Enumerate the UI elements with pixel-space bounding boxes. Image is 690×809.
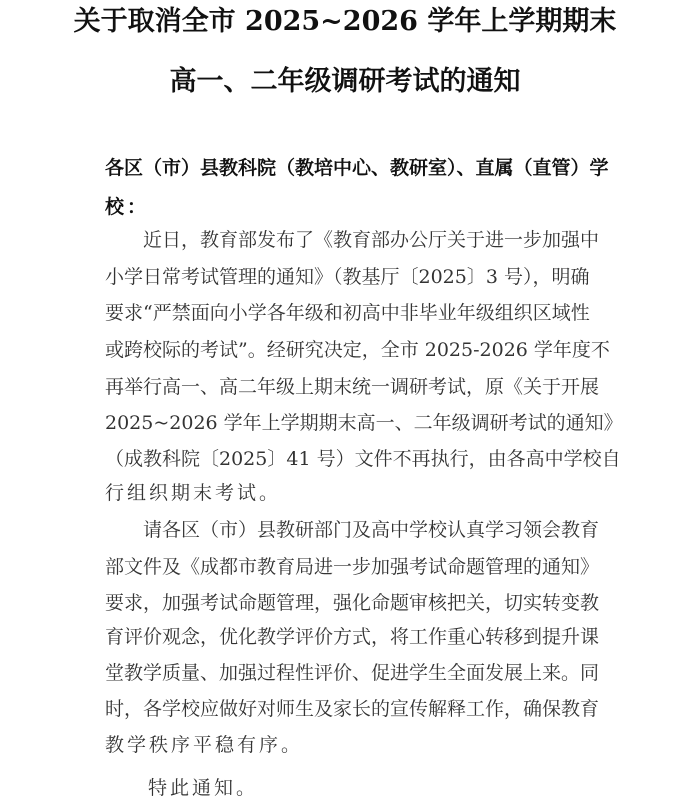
paragraph-line: 小学日常考试管理的通知》（教基厅〔2025〕3 号），明确 xyxy=(105,266,590,288)
paragraph-line: （成教科院〔2025〕41 号）文件不再执行，由各高中学校自 xyxy=(105,448,621,470)
salutation-line: 校： xyxy=(105,196,150,218)
salutation-line: 各区（市）县教科院（教培中心、教研室）、直属（直管）学 xyxy=(105,157,609,179)
paragraph-line: 近日，教育部发布了《教育部办公厅关于进一步加强中 xyxy=(143,229,600,251)
paragraph-line: 再举行高一、高二年级上期末统一调研考试，原《关于开展 xyxy=(105,376,600,398)
paragraph-line: 堂教学质量、加强过程性评价、促进学生全面发展上来。同 xyxy=(105,662,600,684)
paragraph-line: 或跨校际的考试”。经研究决定，全市 2025-2026 学年度不 xyxy=(105,339,610,361)
paragraph-line: 要求，加强考试命题管理，强化命题审核把关，切实转变教 xyxy=(105,592,600,614)
document-title-line-1: 关于取消全市 2025~2026 学年上学期期末 xyxy=(73,6,617,37)
paragraph-line: 行组织期末考试。 xyxy=(105,482,282,504)
paragraph-line: 育评价观念，优化教学评价方式，将工作重心转移到提升课 xyxy=(105,626,600,648)
paragraph-line: 教学秩序平稳有序。 xyxy=(105,734,304,756)
document-title-line-2: 高一、二年级调研考试的通知 xyxy=(169,66,521,97)
closing-line: 特此通知。 xyxy=(148,777,259,799)
paragraph-line: 要求“严禁面向小学各年级和初高中非毕业年级组织区域性 xyxy=(105,302,590,324)
paragraph-line: 2025~2026 学年上学期期末高一、二年级调研考试的通知》 xyxy=(105,412,623,434)
paragraph-line: 时，各学校应做好对师生及家长的宣传解释工作，确保教育 xyxy=(105,698,600,720)
paragraph-line: 部文件及《成都市教育局进一步加强考试命题管理的通知》 xyxy=(105,556,600,578)
paragraph-line: 请各区（市）县教研部门及高中学校认真学习领会教育 xyxy=(143,519,600,541)
